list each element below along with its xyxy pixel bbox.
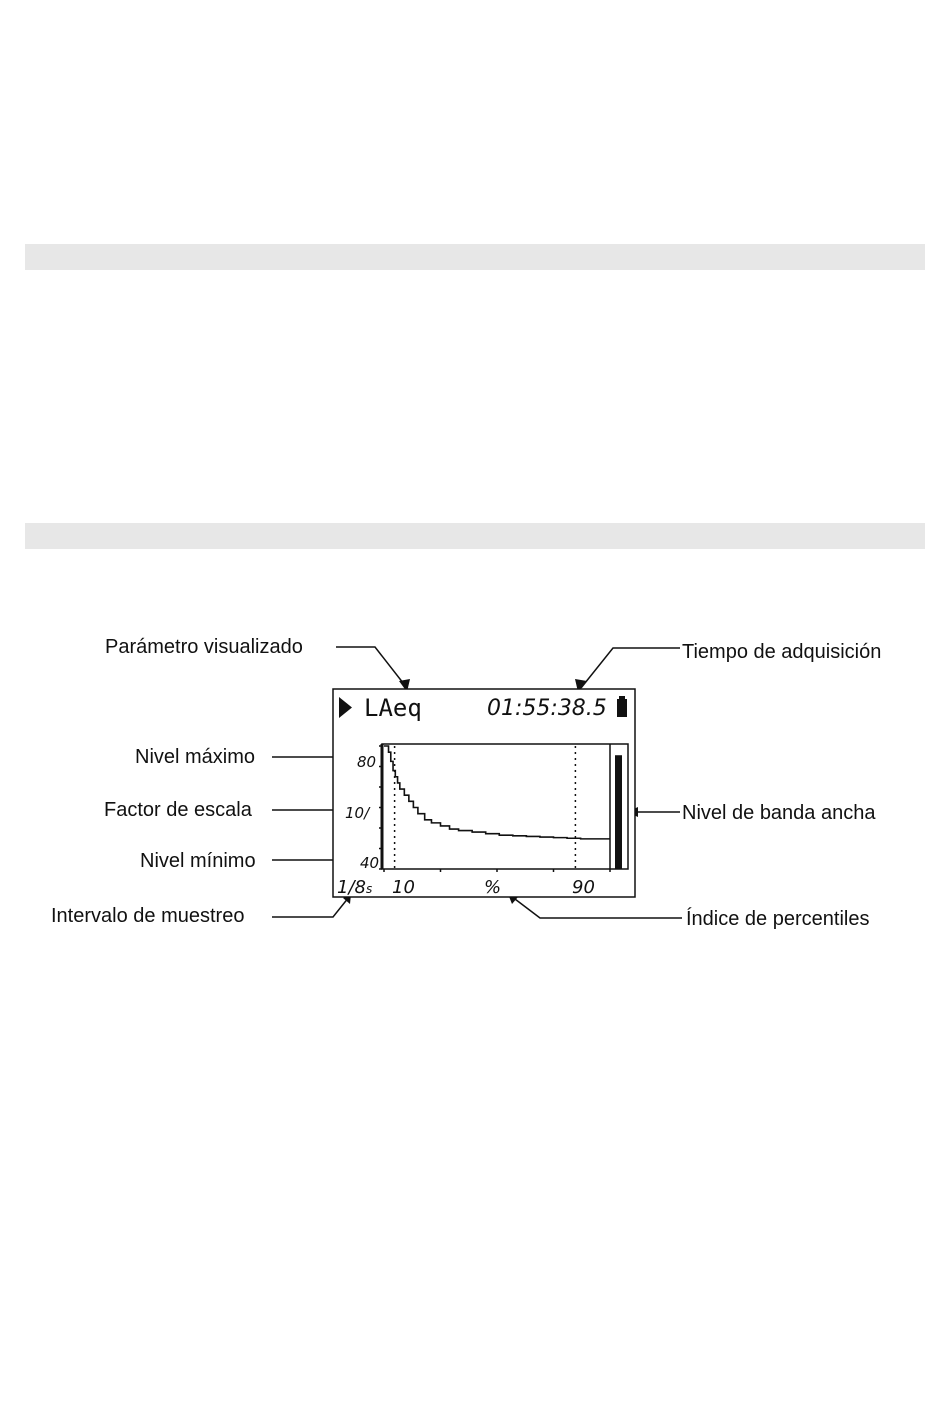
leader-tiempo [581, 648, 680, 688]
callout-tiempo-adquisicion: Tiempo de adquisición [682, 641, 882, 663]
leader-parametro [336, 647, 407, 688]
parameter-label: LAeq [364, 694, 422, 722]
callout-nivel-minimo: Nivel mínimo [140, 850, 256, 872]
battery-icon [617, 696, 627, 717]
broadband-level-bar [615, 755, 622, 869]
sampling-interval-value: 1/8 [337, 877, 366, 898]
callout-parametro-visualizado: Parámetro visualizado [105, 636, 303, 658]
acquisition-time: 01:55:38.5 [487, 696, 607, 721]
callout-intervalo-muestreo: Intervalo de muestreo [51, 905, 245, 927]
y-max-label: 80 [357, 753, 377, 771]
x-unit-label: % [484, 877, 502, 898]
sampling-interval-unit: s [365, 882, 373, 896]
callout-nivel-maximo: Nivel máximo [135, 746, 256, 768]
callout-factor-escala: Factor de escala [104, 799, 252, 821]
x-right-label: 90 [572, 877, 595, 898]
y-scale-label: 10/ [345, 804, 370, 822]
callout-nivel-banda-ancha: Nivel de banda ancha [682, 802, 876, 824]
callout-indice-percentiles: Índice de percentiles [686, 908, 870, 930]
leader-intervalo [272, 897, 349, 917]
y-min-label: 40 [360, 854, 380, 872]
x-left-label: 10 [392, 877, 415, 898]
leader-indice [511, 896, 682, 918]
